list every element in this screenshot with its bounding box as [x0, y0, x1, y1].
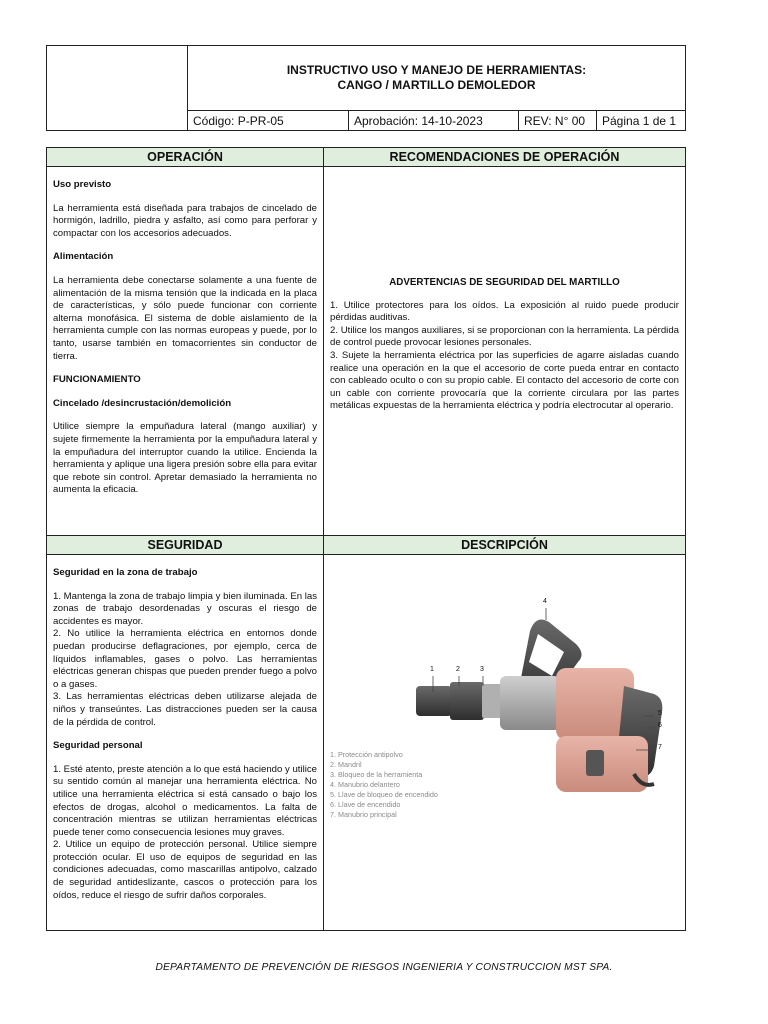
- codigo-cell: Código: P-PR-05: [193, 113, 284, 128]
- dust-protection-part: [416, 686, 452, 716]
- pagina-cell: Página 1 de 1: [596, 111, 685, 130]
- zona-item-3: 3. Las herramientas eléctricas deben utilizarse alejada de niños y transeúntes. Las distracciones pueden ser la causa de la pérdida de control.: [53, 691, 317, 728]
- cincelado-title: Cincelado /desincrustación/demolición: [53, 397, 232, 409]
- document-title: [188, 46, 685, 110]
- legend-item: 2. Mandril: [330, 760, 362, 769]
- warning-3: 3. Sujete la herramienta eléctrica por las superficies de agarre aisladas cuando realice una operación en la que el accesorio de corte pueda entrar en contacto con cableado oculto o con su propio cable. El contacto del accesorio de corte con un cable con corriente provocaría que la corriente circulara por las partes metálicas expuestas de la herramienta eléctrica y podría electrocutar al operario.: [330, 349, 679, 412]
- legend-item: 6. Llave de encendido: [330, 800, 401, 809]
- safety-section: [46, 535, 686, 931]
- seguridad-column: [47, 536, 324, 930]
- uso-previsto-title: Uso previsto: [53, 179, 112, 190]
- descripcion-column: [324, 536, 685, 930]
- title-line-1: INSTRUCTIVO USO Y MANEJO DE HERRAMIENTAS:: [286, 63, 587, 77]
- funcionamiento-title: FUNCIONAMIENTO: [53, 374, 141, 386]
- tool-lock-part: [482, 684, 502, 718]
- cincelado-text: Utilice siempre la empuñadura lateral (mango auxiliar) y sujete firmemente la herramienta por la empuñadura lateral y la empuñadura del interruptor cuando la utilice. Encienda la herramienta y aplique una ligera presión sobre ella para evitar que rebote sin control. Apretar demasiado la herramienta no aumenta la eficacia.: [53, 421, 317, 496]
- alimentacion-text: La herramienta debe conectarse solamente a una fuente de alimentación de la misma tensión que la indicada en la placa de características, y sólo puede funcionar con corriente alterna monofásica. El sistema de doble aislamiento de la herramienta cumple con las normas europeas y puede, por lo tanto, usarse también en tomacorrientes sin conductor de tierra.: [53, 274, 317, 362]
- operacion-heading: OPERACIÓN: [47, 148, 323, 167]
- callout-2: 2: [456, 666, 460, 673]
- page-footer: DEPARTAMENTO DE PREVENCIÓN DE RIESGOS INGENIERIA Y CONSTRUCCION MST SPA.: [155, 962, 613, 973]
- callout-7: 7: [658, 744, 662, 751]
- callout-3: 3: [480, 666, 484, 673]
- seguridad-heading: SEGURIDAD: [47, 536, 323, 555]
- title-line-2: CANGO / MARTILLO DEMOLEDOR: [337, 78, 536, 92]
- header-meta-row: [188, 110, 685, 130]
- callout-4: 4: [543, 598, 547, 605]
- document-header: [46, 45, 686, 131]
- uso-previsto-text: La herramienta está diseñada para trabajos de cincelado de hormigón, ladrillo, piedra y asfalto, así como para perforar y compactar con los accesorios adecuados.: [53, 202, 317, 239]
- recomendaciones-heading: RECOMENDACIONES DE OPERACIÓN: [324, 148, 685, 167]
- demolition-hammer-illustration: [324, 536, 686, 906]
- personal-item-2: 2. Utilice un equipo de protección personal. Utilice siempre protección ocular. El uso de equipos de seguridad en las condiciones adecuadas, como mascarillas antipolvo, calzado de seguridad antideslizante, cascos o protección para los oídos, reduce el riesgo de sufrir daños corporales.: [53, 839, 317, 901]
- warning-2: 2. Utilice los mangos auxiliares, si se proporcionan con la herramienta. La pérdida de control puede provocar lesiones personales.: [330, 324, 679, 349]
- seguridad-personal-title: Seguridad personal: [53, 740, 143, 752]
- descripcion-heading: DESCRIPCIÓN: [324, 536, 685, 555]
- recomendaciones-column: [324, 148, 685, 535]
- legend-item: 3. Bloqueo de la herramienta: [330, 770, 423, 779]
- legend-item: 4. Manubrio delantero: [330, 780, 400, 789]
- callout-6: 6: [658, 722, 662, 729]
- legend-item: 1. Protección antipolvo: [330, 750, 403, 759]
- personal-item-1: 1. Esté atento, preste atención a lo que está haciendo y utilice su sentido común al manejar una herramienta eléctrica. No utilice una herramienta eléctrica si está cansado o bajo los efectos de drogas, alcohol o medicamentos. La falta de concentración mientras se utilizan herramientas eléctricas puede tener como consecuencia lesiones muy graves.: [53, 763, 318, 838]
- callout-5: 5: [658, 710, 662, 717]
- chuck-part: [450, 682, 484, 720]
- operation-section: [46, 147, 686, 536]
- rev-cell: REV: N° 00: [518, 111, 596, 130]
- operacion-column: [47, 148, 324, 535]
- parts-legend: [330, 750, 438, 820]
- legend-item: 5. Llave de bloqueo de encendido: [330, 790, 438, 799]
- aprobacion-cell: Aprobación: 14-10-2023: [348, 111, 518, 130]
- zona-trabajo-title: Seguridad en la zona de trabajo: [53, 567, 198, 578]
- logo-cell: [47, 46, 188, 130]
- warning-1: 1. Utilice protectores para los oídos. La exposición al ruido puede producir pérdidas auditivas.: [330, 299, 679, 324]
- alimentacion-title: Alimentación: [53, 251, 114, 263]
- legend-item: 7. Manubrio principal: [330, 810, 397, 819]
- warning-title: ADVERTENCIAS DE SEGURIDAD DEL MARTILLO: [389, 277, 620, 288]
- zona-item-1: 1. Mantenga la zona de trabajo limpia y bien iluminada. En las zonas de trabajo desordenadas y oscuras el riesgo de accidentes es mayor.: [53, 590, 317, 627]
- callout-1: 1: [430, 666, 434, 673]
- zona-item-2: 2. No utilice la herramienta eléctrica en entornos donde puedan producirse deflagraciones, por ejemplo, cerca de líquidos inflamables, gases o polvo. Las herramientas eléctricas generan chispas que pueden prender fuego a polvo o a gases.: [53, 628, 317, 690]
